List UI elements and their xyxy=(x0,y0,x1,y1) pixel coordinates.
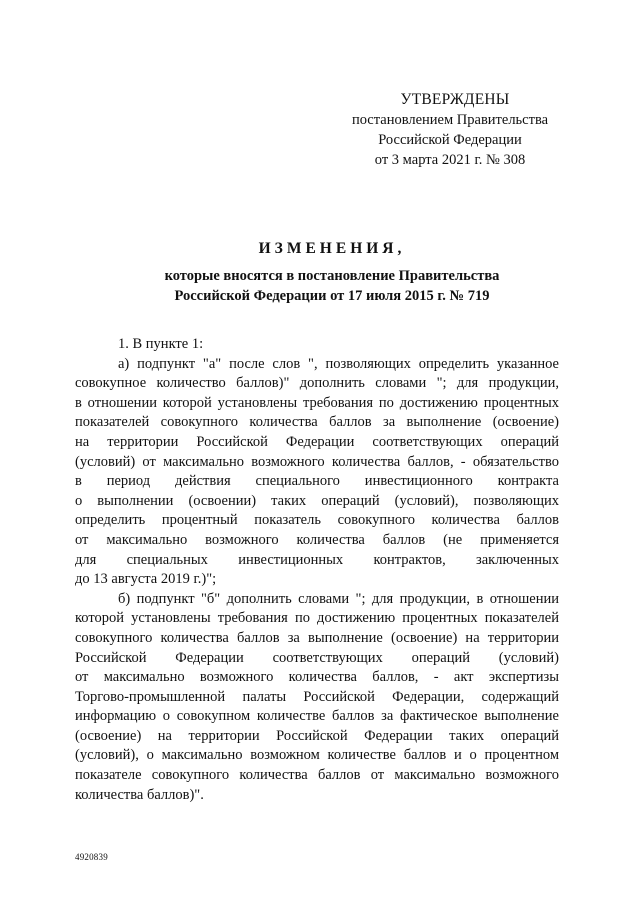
paragraph-line: Торгово-промышленной палаты Российской Федерации, содержащий xyxy=(75,688,559,705)
paragraph-line: (условий) от максимально возможного количества баллов, - обязательство xyxy=(75,453,559,470)
subtitle-line: которые вносятся в постановление Правительства xyxy=(164,268,500,284)
paragraph-line: до 13 августа 2019 г.)"; xyxy=(75,571,217,588)
paragraph-line: (условий), о максимально возможном количестве баллов и о процентном xyxy=(75,747,559,764)
paragraph-a xyxy=(75,355,559,590)
paragraph-line: б) подпункт "б" дополнить словами "; для продукции, в отношении xyxy=(118,590,559,607)
approval-block xyxy=(330,90,570,170)
paragraph-line: (освоение) на территории Российской Федерации таких операций xyxy=(75,727,559,744)
subtitle-line: Российской Федерации от 17 июля 2015 г. № 719 xyxy=(174,288,490,304)
paragraph-line: а) подпункт "а" после слов ", позволяющих определить указанное xyxy=(118,355,559,372)
paragraph-line: совокупное количество баллов)" дополнить словами "; для продукции, xyxy=(75,375,559,392)
paragraph-line: на территории Российской Федерации соответствующих операций xyxy=(75,433,559,450)
document-subtitle xyxy=(12,266,640,306)
approval-line: постановлением Правительства xyxy=(351,112,549,128)
approval-line: от 3 марта 2021 г. № 308 xyxy=(374,152,526,168)
paragraph-line: о выполнении (освоении) таких операций (условий), позволяющих xyxy=(75,492,559,509)
paragraph-line: определить процентный показатель совокупного количества баллов xyxy=(75,512,559,529)
document-number: 4920839 xyxy=(75,852,108,862)
paragraph-line: в отношении которой установлены требования по достижению процентных xyxy=(75,394,559,411)
document-body xyxy=(75,335,559,805)
paragraph-line: для специальных инвестиционных контрактов, заключенных xyxy=(75,551,559,568)
paragraph-line: от максимально возможного количества баллов (не применяется xyxy=(75,531,559,548)
paragraph-b xyxy=(75,590,559,806)
paragraph-line: которой установлены требования по достижению процентных показателей xyxy=(75,610,559,627)
paragraph-line: показателей совокупного количества баллов за выполнение (освоение) xyxy=(75,414,559,431)
approval-line: Российской Федерации xyxy=(378,132,522,148)
paragraph-line: Российской Федерации соответствующих операций (условий) xyxy=(75,649,559,666)
paragraph-line: совокупного количества баллов за выполнение (освоение) на территории xyxy=(75,629,559,646)
paragraph-line: информацию о совокупном количестве баллов за фактическое выполнение xyxy=(75,708,559,725)
paragraph-line: от максимально возможного количества баллов, - акт экспертизы xyxy=(75,669,559,686)
approval-heading: УТВЕРЖДЕНЫ xyxy=(400,91,510,108)
paragraph-line: показателе совокупного количества баллов от максимально возможного xyxy=(75,767,559,784)
paragraph-line: количества баллов)". xyxy=(75,786,204,803)
item-heading: 1. В пункте 1: xyxy=(118,336,204,352)
paragraph-line: в период действия специального инвестиционного контракта xyxy=(75,473,559,490)
document-title: ИЗМЕНЕНИЯ, xyxy=(258,240,406,257)
